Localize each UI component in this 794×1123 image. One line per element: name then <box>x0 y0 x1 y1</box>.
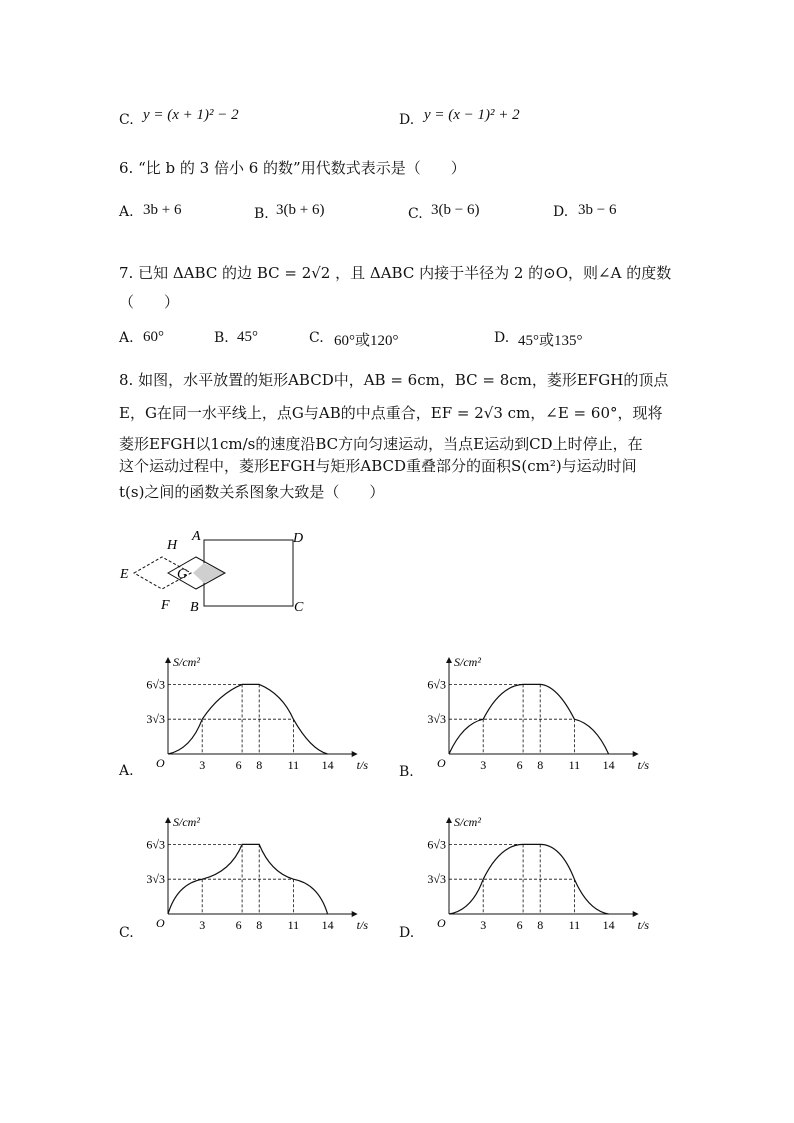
q8-stem-line5: t(s)之间的函数关系图象大致是（ ） <box>119 483 385 501</box>
x-tick-label: 14 <box>602 758 615 772</box>
x-tick-label: 6 <box>235 758 242 772</box>
graph-a[interactable] <box>140 650 369 775</box>
x-tick-label: 11 <box>568 758 581 772</box>
q7-option-a-letter[interactable]: A. <box>119 330 134 346</box>
y-axis-arrow-icon <box>165 817 171 823</box>
label-c: C <box>294 600 304 615</box>
q8-stem-line4: 这个运动过程中，菱形EFGH与矩形ABCD重叠部分的面积S(cm²)与运动时间 <box>119 457 637 475</box>
y-tick-high: 6√3 <box>427 837 446 852</box>
x-axis-label: t/s <box>637 758 650 772</box>
q7-option-c-letter[interactable]: C. <box>309 330 324 346</box>
x-tick-label: 3 <box>199 758 206 772</box>
label-g: G <box>177 567 188 582</box>
q7-option-d-text: 45°或135° <box>518 333 583 349</box>
q7-option-b-letter[interactable]: B. <box>214 330 229 346</box>
q6-stem: 6. “比 b 的 3 倍小 6 的数”用代数式表示是（ ） <box>119 159 466 177</box>
y-axis-arrow-icon <box>446 817 452 823</box>
x-tick-label: 3 <box>480 758 487 772</box>
q6-option-c-expr: 3(b − 6) <box>431 202 480 218</box>
q6-option-c-letter[interactable]: C. <box>408 206 423 222</box>
x-tick-label: 6 <box>516 918 523 932</box>
x-tick-label: 14 <box>602 918 615 932</box>
x-axis-arrow-icon <box>633 751 639 757</box>
origin-label: O <box>437 756 446 770</box>
q7-option-b-text: 45° <box>237 329 258 345</box>
q5-option-c-expr: y = (x + 1)² − 2 <box>143 107 239 123</box>
label-b: B <box>190 600 199 615</box>
origin-label: O <box>437 916 446 930</box>
x-axis-arrow-icon <box>352 911 358 917</box>
y-tick-high: 6√3 <box>427 677 446 692</box>
label-e: E <box>120 567 129 582</box>
q7-option-c-text: 60°或120° <box>334 333 399 349</box>
q6-option-d-expr: 3b − 6 <box>578 202 617 218</box>
x-tick-label: 8 <box>537 918 544 932</box>
x-axis-label: t/s <box>637 918 650 932</box>
label-a: A <box>192 529 201 544</box>
x-tick-label: 8 <box>256 758 263 772</box>
q6-option-a-expr: 3b + 6 <box>143 202 182 218</box>
x-axis-arrow-icon <box>633 911 639 917</box>
q8-stem-line2: E，G在同一水平线上，点G与AB的中点重合，EF = 2√3 cm，∠E = 60°，现将 <box>119 404 663 422</box>
y-tick-low: 3√3 <box>427 872 446 887</box>
y-axis-label: S/cm² <box>173 815 200 829</box>
q6-option-d-letter[interactable]: D. <box>553 204 569 220</box>
graph-option-a-letter[interactable]: A. <box>119 763 134 779</box>
origin-label: O <box>156 916 165 930</box>
curve-d <box>449 844 609 914</box>
q5-option-c-letter[interactable]: C. <box>119 112 134 128</box>
y-axis-label: S/cm² <box>454 815 481 829</box>
overlap-shaded-region-right <box>204 563 225 583</box>
y-axis-arrow-icon <box>446 657 452 663</box>
label-d: D <box>293 531 304 546</box>
q7-option-d-letter[interactable]: D. <box>494 330 510 346</box>
y-tick-low: 3√3 <box>427 712 446 727</box>
graph-option-c-letter[interactable]: C. <box>119 925 134 941</box>
y-tick-high: 6√3 <box>146 837 165 852</box>
x-tick-label: 6 <box>516 758 523 772</box>
graph-b[interactable] <box>421 650 650 775</box>
x-tick-label: 6 <box>235 918 242 932</box>
q8-stem-line3: 菱形EFGH以1cm/s的速度沿BC方向匀速运动，当点E运动到CD上时停止，在 <box>119 435 643 453</box>
x-axis-arrow-icon <box>352 751 358 757</box>
x-tick-label: 8 <box>537 758 544 772</box>
x-tick-label: 11 <box>287 918 300 932</box>
x-tick-label: 3 <box>199 918 206 932</box>
x-axis-label: t/s <box>356 758 369 772</box>
y-axis-label: S/cm² <box>173 655 200 669</box>
label-f: F <box>161 598 170 613</box>
x-axis-label: t/s <box>356 918 369 932</box>
graph-option-b-letter[interactable]: B. <box>399 764 414 780</box>
graph-option-d-letter[interactable]: D. <box>399 925 415 941</box>
y-axis-label: S/cm² <box>454 655 481 669</box>
q7-stem-line2: （ ） <box>119 293 180 311</box>
q6-option-b-expr: 3(b + 6) <box>276 202 325 218</box>
x-tick-label: 14 <box>321 758 334 772</box>
q5-option-d-letter[interactable]: D. <box>399 112 415 128</box>
y-tick-high: 6√3 <box>146 677 165 692</box>
graph-d[interactable] <box>421 810 650 935</box>
origin-label: O <box>156 756 165 770</box>
q6-option-b-letter[interactable]: B. <box>254 206 269 222</box>
q7-option-a-text: 60° <box>143 329 164 345</box>
label-h: H <box>167 538 178 553</box>
x-tick-label: 8 <box>256 918 263 932</box>
graph-c[interactable] <box>140 810 369 935</box>
q8-stem-line1: 8. 如图，水平放置的矩形ABCD中，AB = 6cm，BC = 8cm，菱形EFGH的顶点 <box>119 371 669 389</box>
rectangle-rhombus-figure <box>110 525 320 620</box>
y-axis-arrow-icon <box>165 657 171 663</box>
y-tick-low: 3√3 <box>146 712 165 727</box>
q7-stem-line1: 7. 已知 ΔABC 的边 BC = 2√2 ，且 ΔABC 内接于半径为 2 的⊙O，则∠A 的度数 <box>119 264 672 282</box>
y-tick-low: 3√3 <box>146 872 165 887</box>
x-tick-label: 11 <box>568 918 581 932</box>
curve-b <box>449 684 609 754</box>
x-tick-label: 3 <box>480 918 487 932</box>
overlap-shaded-region <box>193 563 204 583</box>
x-tick-label: 11 <box>287 758 300 772</box>
q5-option-d-expr: y = (x − 1)² + 2 <box>424 107 520 123</box>
q6-option-a-letter[interactable]: A. <box>119 204 134 220</box>
curve-c <box>168 844 328 914</box>
x-tick-label: 14 <box>321 918 334 932</box>
curve-a <box>168 684 328 754</box>
